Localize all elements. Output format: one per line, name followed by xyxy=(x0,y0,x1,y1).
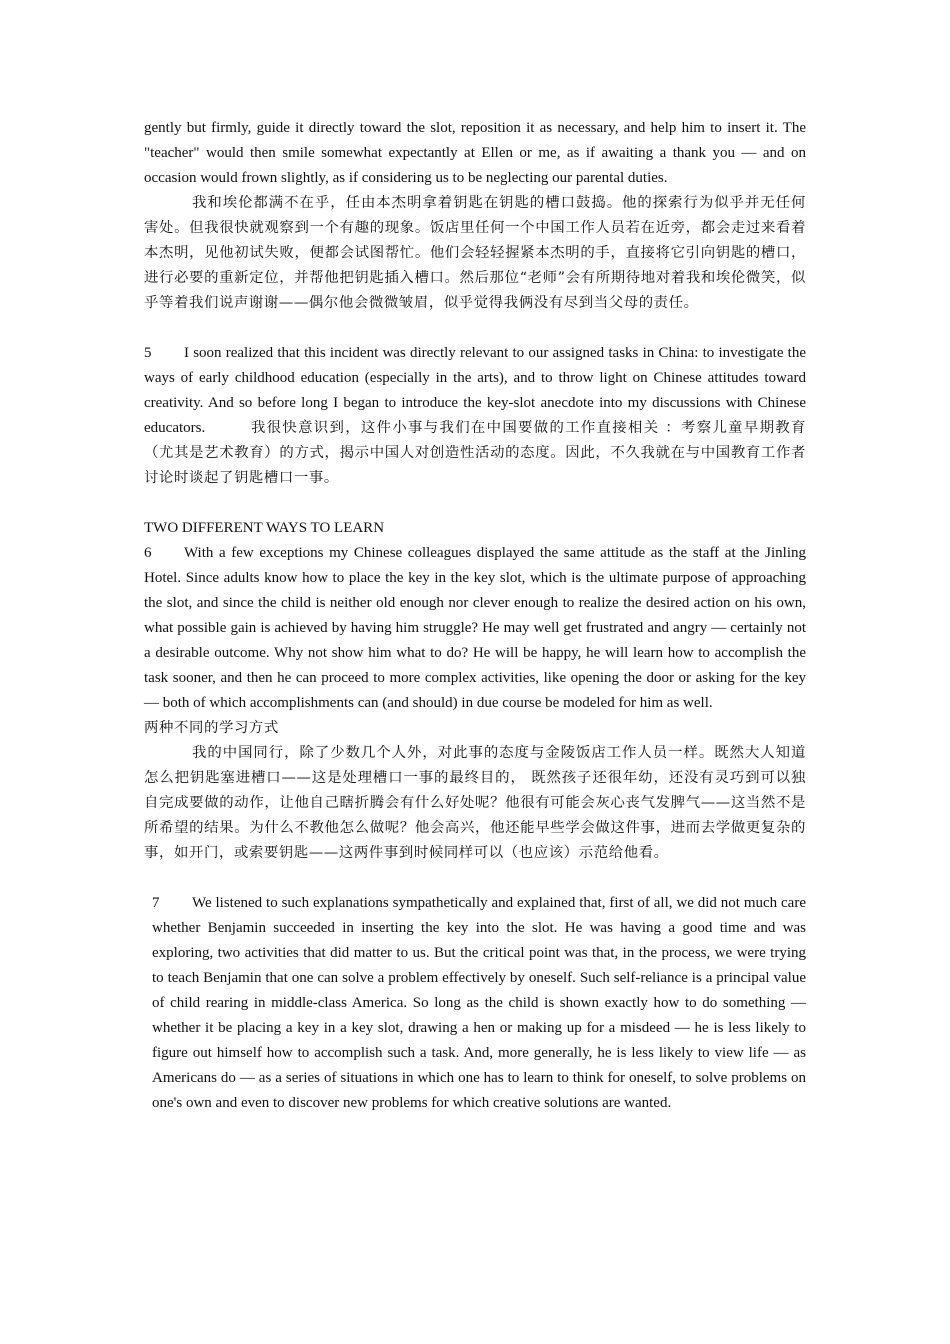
paragraph-4-english: gently but firmly, guide it directly toward the slot, reposition it as necessary, and help him to insert it. The "teacher" would then smile somewhat expectantly at Ellen or me, as if awaiting a thank you — and on occasion would frown slightly, as if considering us to be neglecting our parental duties. xyxy=(144,120,806,186)
paragraph-6-english xyxy=(144,541,806,716)
paragraph-7-english xyxy=(144,891,806,1116)
document-page xyxy=(144,116,806,1116)
section-heading-chinese: 两种不同的学习方式 xyxy=(144,720,279,736)
section-heading-english: TWO DIFFERENT WAYS TO LEARN xyxy=(144,520,385,536)
paragraph-6-chinese: 我的中国同行，除了少数几个人外，对此事的态度与金陵饭店工作人员一样。既然大人知道怎么把钥匙塞进槽口——这是处理槽口一事的最终目的， 既然孩子还很年幼，还没有灵巧到可以独自完成要做的动作，让他自己瞎折腾会有什么好处呢？他很有可能会灰心丧气发脾气——这当然不是所希望的结果。为什么不教他怎么做呢？他会高兴，他还能早些学会做这件事，进而去学做更复杂的事，如开门，或索要钥匙——这两件事到时候同样可以（也应该）示范给他看。 xyxy=(144,745,806,861)
spacer xyxy=(144,866,806,891)
paragraph-7-text: We listened to such explanations sympathetically and explained that, first of all, we did not much care whether Benjamin succeeded in inserting the key into the slot. He was having a good time and was exploring, two activities that did matter to us. But the critical point was that, in the process, we were trying to teach Benjamin that one can solve a problem effectively by oneself. Such self-reliance is a principal value of child rearing in middle-class America. So long as the child is shown exactly how to do something — whether it be placing a key in a key slot, drawing a hen or making up for a misdeed — he is less likely to figure out himself how to accomplish such a task. And, more generally, he is less likely to view life — as Americans do — as a series of situations in which one has to learn to think for oneself, to solve problems on one's own and even to discover new problems for which creative solutions are wanted. xyxy=(152,895,806,1111)
spacer xyxy=(144,491,806,516)
paragraph-number: 5 xyxy=(144,345,152,361)
paragraph-number: 6 xyxy=(144,545,152,561)
paragraph-5 xyxy=(144,341,806,491)
spacer xyxy=(144,316,806,341)
paragraph-4-chinese: 我和埃伦都满不在乎，任由本杰明拿着钥匙在钥匙的槽口鼓捣。他的探索行为似乎并无任何害处。但我很快就观察到一个有趣的现象。饭店里任何一个中国工作人员若在近旁，都会走过来看着本杰明，见他初试失败，便都会试图帮忙。他们会轻轻握紧本杰明的手，直接将它引向钥匙的槽口，进行必要的重新定位，并帮他把钥匙插入槽口。然后那位“老师”会有所期待地对着我和埃伦微笑，似乎等着我们说声谢谢——偶尔他会微微皱眉，似乎觉得我俩没有尽到当父母的责任。 xyxy=(144,195,806,311)
paragraph-5-chinese: 我很快意识到，这件小事与我们在中国要做的工作直接相关 ：考察儿童早期教育 （尤其是艺术教育）的方式，揭示中国人对创造性活动的态度。因此，不久我就在与中国教育工作者讨论时谈起了钥匙槽口一事。 xyxy=(144,420,806,486)
paragraph-6-text: With a few exceptions my Chinese colleagues displayed the same attitude as the staff at the Jinling Hotel. Since adults know how to place the key in the key slot, which is the ultimate purpose of approaching the slot, and since the child is neither old enough nor clever enough to realize the desired action on his own, what possible gain is achieved by having him struggle? He may well get frustrated and angry — certainly not a desirable outcome. Why not show him what to do? He will be happy, he will learn how to accomplish the task sooner, and then he can proceed to more complex activities, like opening the door or asking for the key — both of which accomplishments can (and should) in due course be modeled for him as well. xyxy=(144,545,806,711)
paragraph-number: 7 xyxy=(152,895,160,911)
paragraph-5-english: I soon realized that this incident was directly relevant to our assigned tasks in China: to investigate the ways of early childhood education (especially in the arts), and to throw light on Chinese attitudes toward creativity. And so before long I began to introduce the key-slot anecdote into my discussions with Chinese educators. xyxy=(144,345,806,436)
